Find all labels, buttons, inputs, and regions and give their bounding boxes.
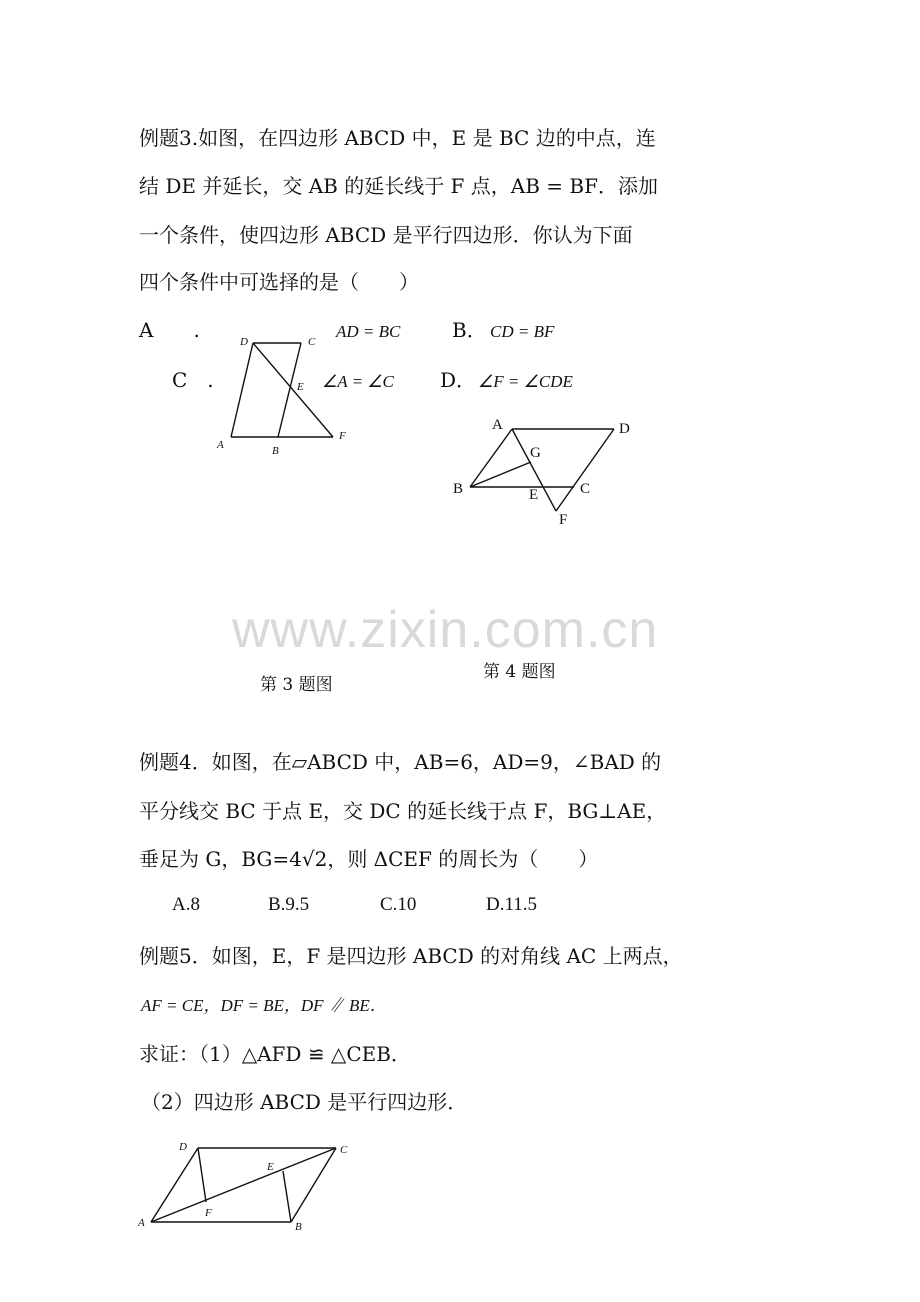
- fig3-line-df: [253, 343, 333, 437]
- ex3-option-c-condition: ∠A = ∠C: [322, 372, 394, 391]
- fig4-side-ab: [470, 429, 512, 487]
- ex3-option-a-label: A .: [139, 318, 200, 342]
- ex5-line-3: 求证：（1）△AFD ≌ △CEB．: [139, 1042, 411, 1066]
- fig3-side-cb: [278, 343, 301, 437]
- fig5-label-a: A: [138, 1217, 145, 1229]
- ex3-line-2: 结 DE 并延长，交 AB 的延长线于 F 点，AB = BF．添加: [139, 174, 658, 198]
- figure-4-caption: 第 4 题图: [483, 662, 556, 682]
- ex3-option-a-condition: AD = BC: [336, 322, 401, 341]
- watermark-text: www.zixin.com.cn: [232, 601, 659, 659]
- fig5-label-c: C: [340, 1144, 348, 1156]
- fig4-label-f: F: [559, 512, 568, 528]
- fig4-label-d: D: [619, 421, 630, 437]
- fig5-side-cb: [291, 1148, 336, 1222]
- fig4-label-e: E: [529, 487, 539, 503]
- ex3-line-4: 四个条件中可选择的是（ ）: [139, 270, 419, 294]
- fig4-line-df: [556, 429, 614, 511]
- ex3-line-3: 一个条件，使四边形 ABCD 是平行四边形．你认为下面: [139, 223, 633, 247]
- fig5-label-e: E: [267, 1161, 274, 1173]
- figure-3-caption: 第 3 题图: [260, 675, 333, 695]
- fig4-label-g: G: [530, 445, 541, 461]
- fig5-label-f: F: [205, 1207, 212, 1219]
- ex4-choice-b: B.9.5: [268, 894, 310, 915]
- ex5-line-1: 例题5．如图，E，F 是四边形 ABCD 的对角线 AC 上两点，: [139, 944, 683, 968]
- fig5-diagonal-ac: [151, 1148, 336, 1222]
- ex3-option-c-label: C .: [172, 368, 214, 392]
- fig4-line-bg: [470, 462, 531, 487]
- ex3-option-b-condition: CD = BF: [490, 322, 555, 341]
- fig4-label-c: C: [580, 481, 591, 497]
- fig4-label-a: A: [492, 417, 503, 433]
- ex4-line-3: 垂足为 G，BG=4√2，则 ΔCEF 的周长为（ ）: [139, 847, 599, 871]
- fig5-segment-be: [283, 1171, 291, 1222]
- fig3-label-f: F: [339, 430, 346, 442]
- fig3-label-c: C: [308, 336, 316, 348]
- ex4-line-2: 平分线交 BC 于点 E，交 DC 的延长线于点 F，BG⊥AE，: [139, 799, 667, 823]
- fig5-label-d: D: [179, 1141, 187, 1153]
- ex4-choice-c: C.10: [380, 894, 417, 915]
- fig5-label-b: B: [295, 1221, 302, 1233]
- fig3-label-a: A: [217, 439, 224, 451]
- ex3-option-d-label: D．: [440, 368, 477, 392]
- ex4-choice-a: A.8: [172, 894, 200, 915]
- fig3-side-da: [231, 343, 253, 437]
- ex5-line-2: AF = CE，DF = BE，DF ∥ BE．: [141, 996, 387, 1015]
- ex4-line-1: 例题4．如图，在▱ABCD 中，AB=6，AD=9，∠BAD 的: [139, 750, 662, 774]
- ex3-option-d-condition: ∠F = ∠CDE: [478, 372, 573, 391]
- fig3-label-d: D: [240, 336, 248, 348]
- fig5-segment-df: [198, 1148, 206, 1202]
- fig5-side-da: [151, 1148, 198, 1222]
- ex3-line-1: 例题3.如图，在四边形 ABCD 中，E 是 BC 边的中点，连: [139, 126, 656, 150]
- fig4-line-af: [512, 429, 556, 511]
- ex5-line-4: （2）四边形 ABCD 是平行四边形．: [141, 1090, 468, 1114]
- ex3-option-b-label: B．: [452, 318, 487, 342]
- fig3-label-e: E: [297, 381, 304, 393]
- fig3-label-b: B: [272, 445, 279, 457]
- ex4-choice-d: D.11.5: [486, 894, 538, 915]
- fig4-label-b: B: [453, 481, 464, 497]
